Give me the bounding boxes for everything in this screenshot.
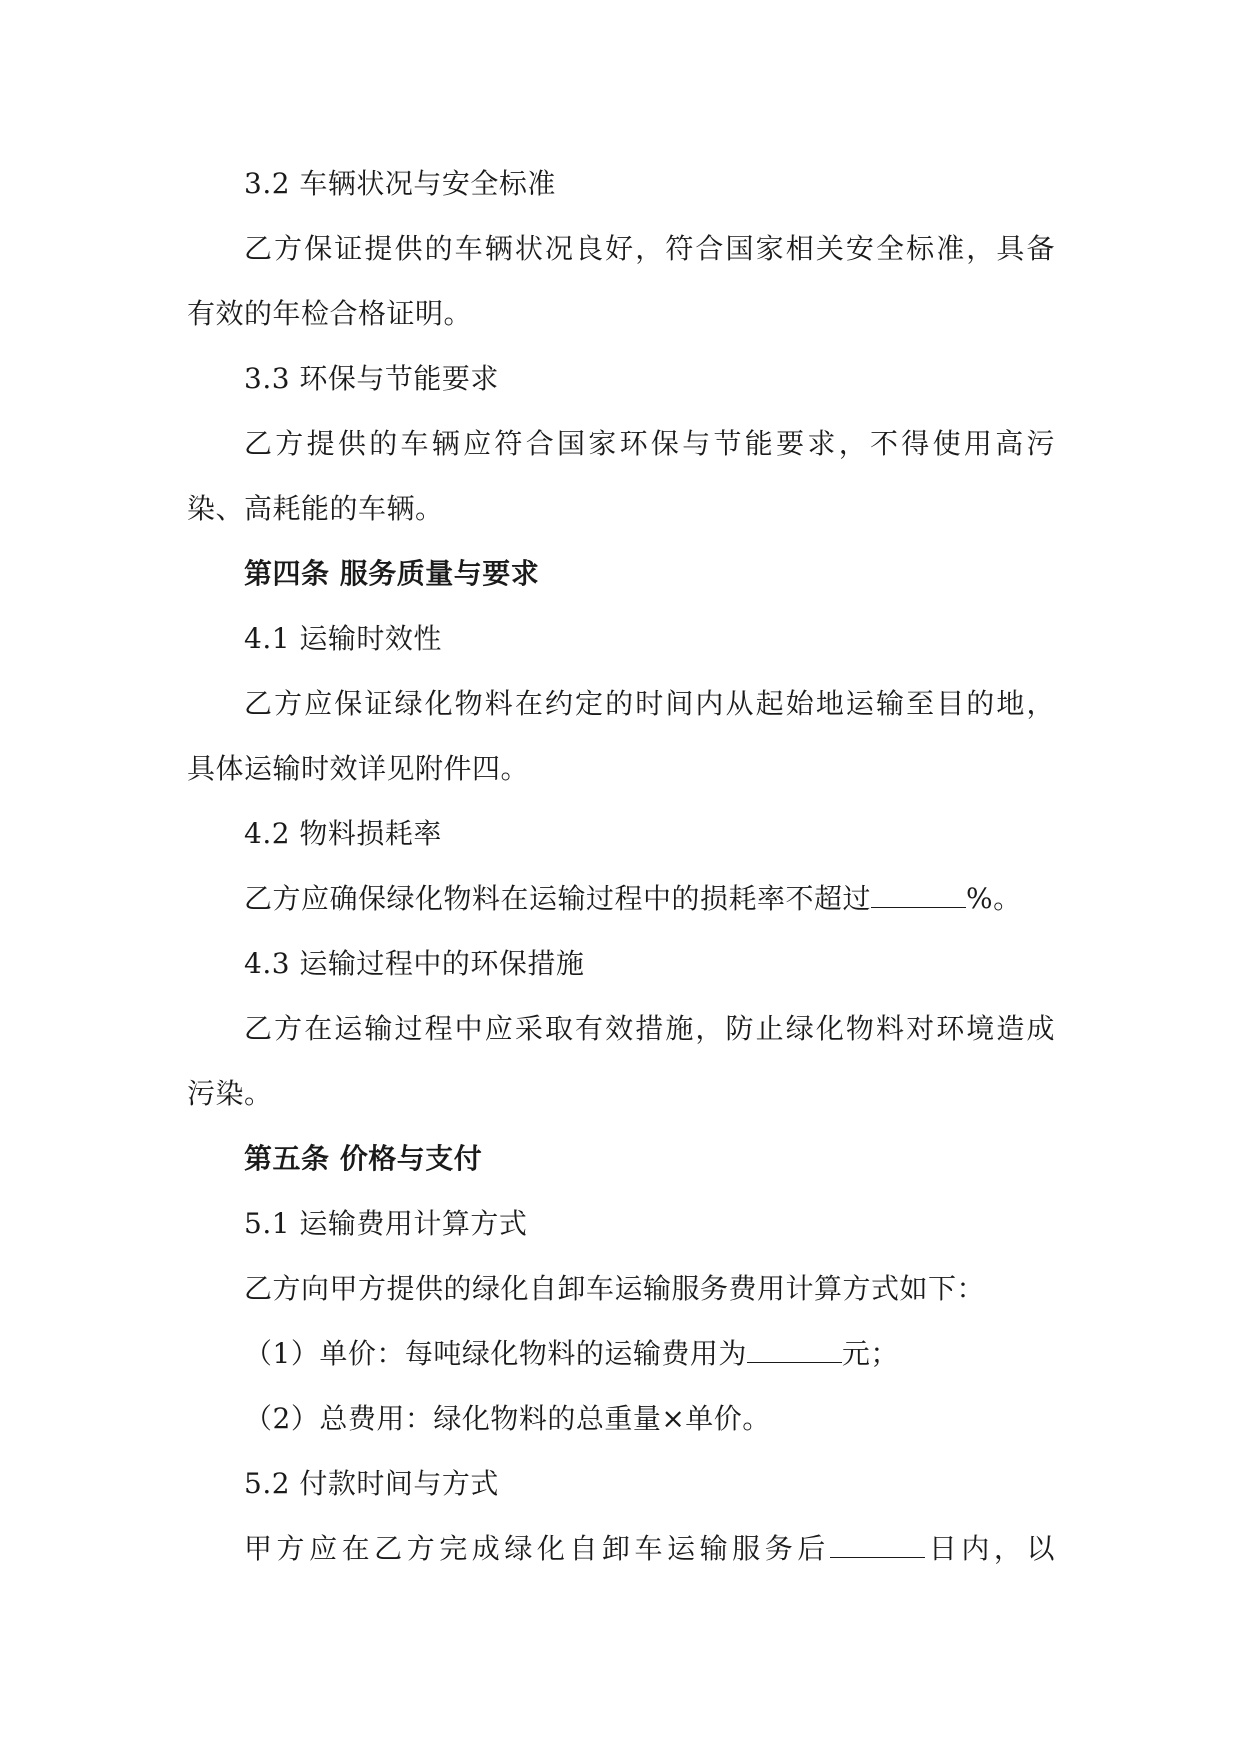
section-4-2-text-after-blank: %。 — [966, 882, 1022, 915]
section-4-3-heading: 4.3 运输过程中的环保措施 — [244, 947, 585, 980]
loss-rate-blank — [871, 883, 966, 908]
section-4-2-text-before-blank: 乙方应确保绿化物料在运输过程中的损耗率不超过 — [244, 882, 872, 915]
section-3-3-heading: 3.3 环保与节能要求 — [244, 362, 499, 395]
section-5-1-intro: 乙方向甲方提供的绿化自卸车运输服务费用计算方式如下： — [244, 1272, 986, 1305]
section-4-1-heading: 4.1 运输时效性 — [244, 622, 442, 655]
section-4-2-paragraph — [187, 866, 1055, 931]
section-4-3-paragraph-line-2: 污染。 — [187, 1077, 273, 1110]
item-1-text-after-blank: 元； — [841, 1337, 899, 1370]
section-3-3-paragraph-line-2: 染、高耗能的车辆。 — [187, 492, 444, 525]
payment-days-blank — [830, 1533, 925, 1558]
section-5-2-text-after-blank: 日内，以 — [924, 1532, 1055, 1565]
section-4-3-paragraph-line-1: 乙方在运输过程中应采取有效措施，防止绿化物料对环境造成 — [244, 1012, 1055, 1045]
document-body — [187, 151, 1055, 1581]
article-5-title: 第五条 价格与支付 — [244, 1142, 483, 1175]
section-3-2-heading: 3.2 车辆状况与安全标准 — [244, 167, 556, 200]
section-3-2-paragraph-line-1: 乙方保证提供的车辆状况良好，符合国家相关安全标准，具备 — [244, 232, 1055, 265]
unit-price-blank — [747, 1338, 842, 1363]
section-5-2-paragraph-line-1 — [187, 1516, 1055, 1581]
section-5-1-item-1 — [187, 1321, 1055, 1386]
section-4-1-paragraph-line-1: 乙方应保证绿化物料在约定的时间内从起始地运输至目的地， — [244, 687, 1055, 720]
section-4-2-heading: 4.2 物料损耗率 — [244, 817, 442, 850]
item-1-text-before-blank: （1）单价：每吨绿化物料的运输费用为 — [244, 1337, 747, 1370]
section-5-1-heading: 5.1 运输费用计算方式 — [244, 1207, 528, 1240]
section-5-2-text-before-blank: 甲方应在乙方完成绿化自卸车运输服务后 — [244, 1532, 830, 1565]
article-4-title: 第四条 服务质量与要求 — [244, 557, 540, 590]
section-3-2-paragraph-line-2: 有效的年检合格证明。 — [187, 297, 473, 330]
section-5-1-item-2: （2）总费用：绿化物料的总重量×单价。 — [244, 1402, 771, 1435]
section-4-1-paragraph-line-2: 具体运输时效详见附件四。 — [187, 752, 530, 785]
section-3-3-paragraph-line-1: 乙方提供的车辆应符合国家环保与节能要求，不得使用高污 — [244, 427, 1055, 460]
section-5-2-heading: 5.2 付款时间与方式 — [244, 1467, 499, 1500]
